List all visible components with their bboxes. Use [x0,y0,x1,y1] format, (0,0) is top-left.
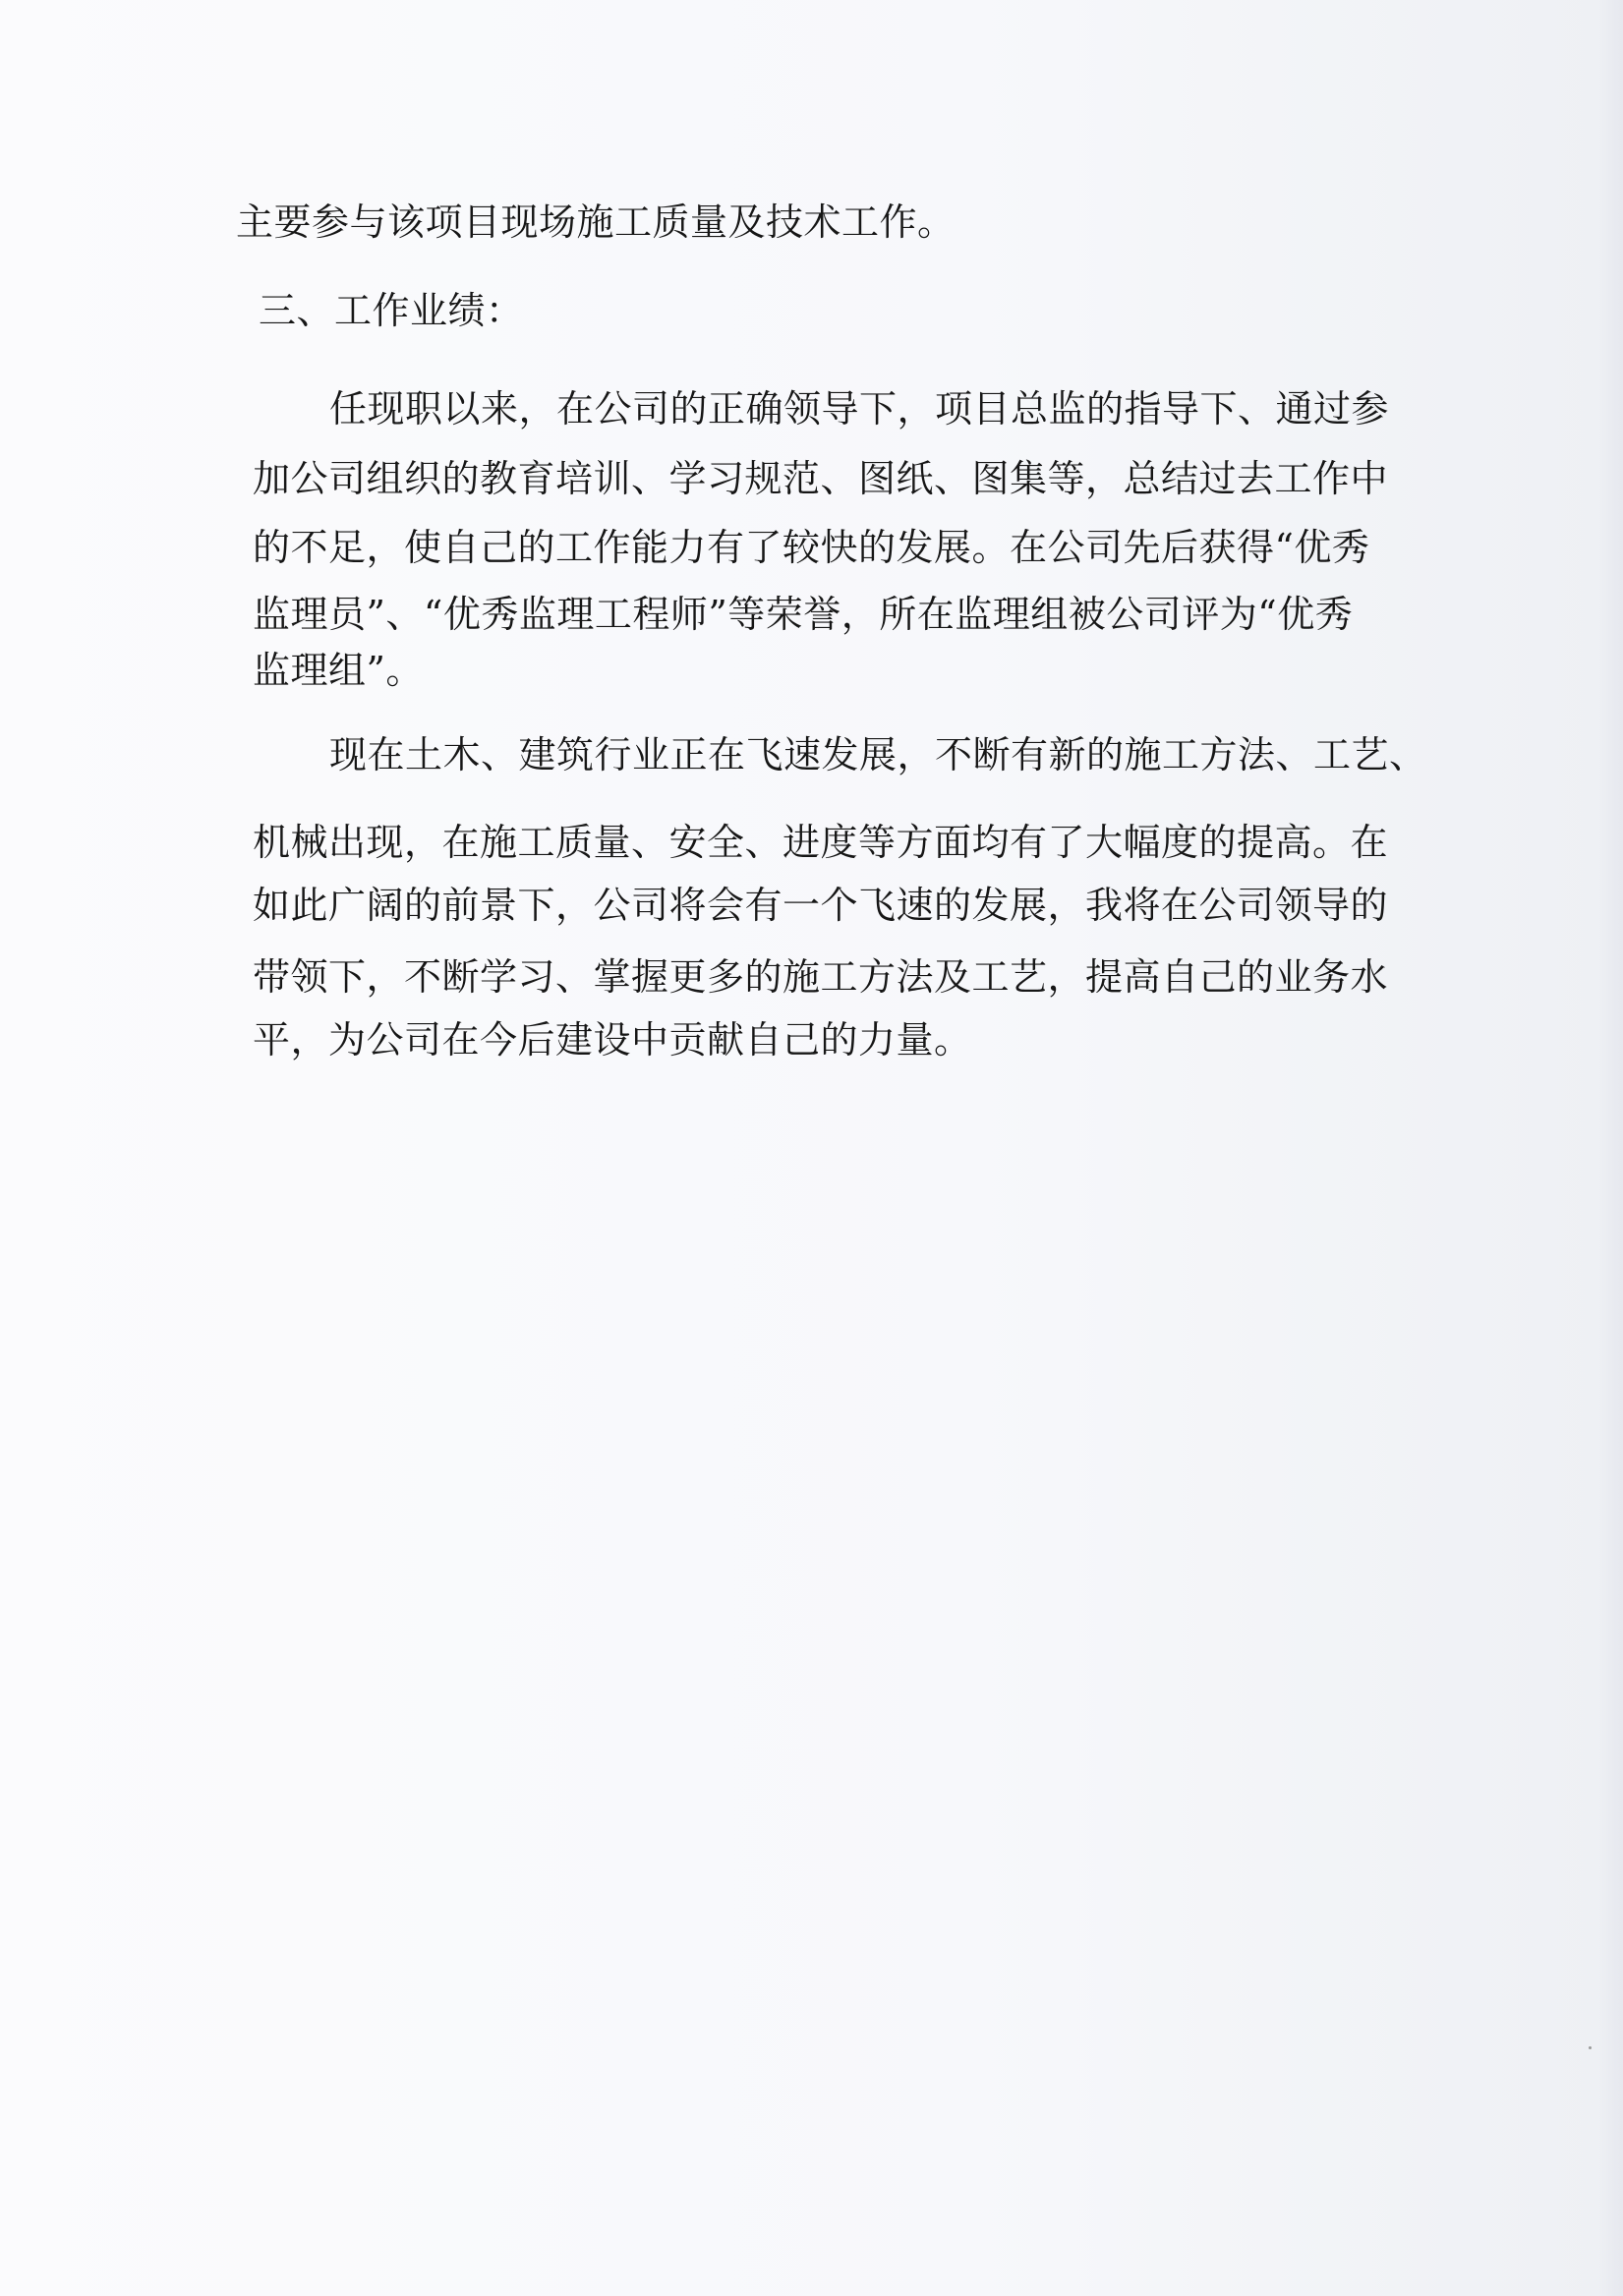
paragraph-2-line-3: 如此广阔的前景下，公司将会有一个飞速的发展，我将在公司领导的 [253,884,1389,927]
paragraph-2-line-1: 现在土木、建筑行业正在飞速发展，不断有新的施工方法、工艺、 [329,733,1427,776]
text-line-1: 主要参与该项目现场施工质量及技术工作。 [236,201,956,244]
paragraph-1-line-4: 监理员”、“优秀监理工程师”等荣誉，所在监理组被公司评为“优秀 [253,593,1354,636]
section-heading: 三、工作业绩： [259,289,524,332]
scan-edge-shadow [1597,0,1623,2296]
scan-speck [1589,2046,1592,2049]
paragraph-2-line-4: 带领下，不断学习、掌握更多的施工方法及工艺，提高自己的业务水 [253,955,1389,999]
paragraph-1-line-5: 监理组”。 [253,649,424,692]
paragraph-1-line-1: 任现职以来，在公司的正确领导下，项目总监的指导下、通过参 [329,387,1390,430]
paragraph-1-line-2: 加公司组织的教育培训、学习规范、图纸、图集等，总结过去工作中 [253,457,1389,500]
paragraph-2-line-2: 机械出现，在施工质量、安全、进度等方面均有了大幅度的提高。在 [253,821,1389,864]
paragraph-1-line-3: 的不足，使自己的工作能力有了较快的发展。在公司先后获得“优秀 [253,526,1370,569]
paragraph-2-line-5: 平，为公司在今后建设中贡献自己的力量。 [253,1018,972,1062]
